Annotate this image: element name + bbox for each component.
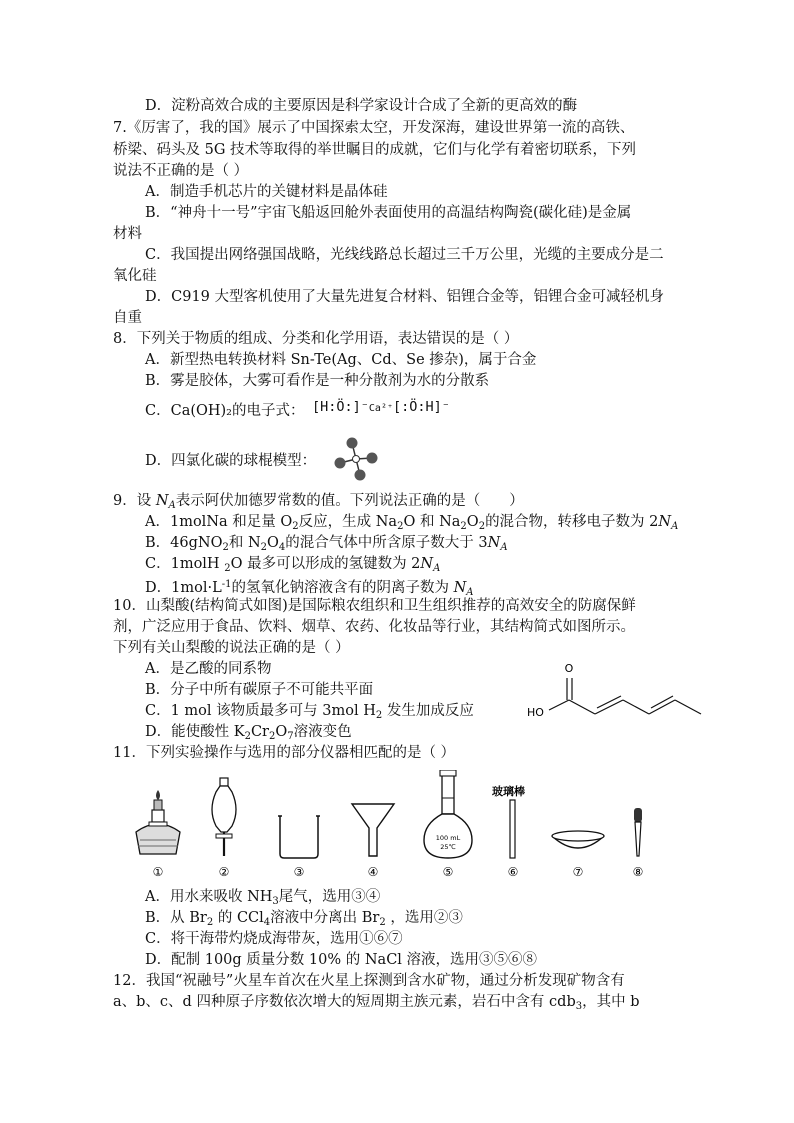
question-12-stem: 12．我国“祝融号”火星车首次在火星上探测到含水矿物，通过分析发现矿物含有 [113,973,625,989]
option-7c-cont: 氧化硅 [113,268,157,284]
electron-formula-left: [H:Ö:]⁻ [312,399,369,415]
volumetric-flask-icon [424,770,472,858]
apparatus-number-6: ⑥ [507,865,519,879]
option-11c: C．将干海带灼烧成海带灰，选用①⑥⑦ [145,931,403,947]
electron-formula-ion: Ca²⁺ [368,403,393,414]
option-11b: B．从 $Br_2$ 的 CCl$_4$溶液中分离出 $Br_2$ ，选用②③ [145,910,463,928]
option-9a: A．1molNa 和足量 $O_2$反应，生成 $Na_2O$ 和 $Na_2O_2$的混合物，转移电子数为 $2N_A$ [145,514,679,532]
hydroxyl-label: HO [527,706,544,719]
glass-rod-icon [492,784,525,858]
dropper-icon [634,808,642,856]
apparatus-number-7: ⑦ [572,865,584,879]
flask-volume-label: 100 mL [435,834,461,842]
apparatus-number-8: ⑧ [632,865,644,879]
option-10b: B．分子中所有碳原子不可能共平面 [145,682,374,698]
glass-rod-label: 玻璃棒 [492,785,525,798]
carbonyl-oxygen-label: O [564,662,574,675]
alcohol-lamp-icon [136,790,180,854]
option-6d: D．淀粉高效合成的主要原因是科学家设计合成了全新的更高效的酶 [145,98,578,114]
evaporating-dish-icon [552,831,604,848]
separatory-funnel-icon [212,778,236,856]
ccl4-ball-stick-model [330,436,382,482]
electron-formula-right: [:Ö:H]⁻ [393,399,450,415]
option-7b-cont: 材料 [113,226,142,242]
option-8b: B．雾是胶体，大雾可看作是一种分散剂为水的分散系 [145,373,490,389]
funnel-icon [352,804,394,856]
option-8a: A．新型热电转换材料 Sn-Te(Ag、Cd、Se 掺杂)，属于合金 [145,352,537,368]
electron-formula [312,399,462,423]
option-11a: A．用水来吸收 $NH_3$尾气，选用③④ [145,889,381,907]
question-12-stem-2: a、b、c、d 四种原子序数依次增大的短周期主族元素，岩石中含有 cdb$_3$，其中 b [113,994,640,1012]
option-9b: B．46gNO$_2$和 $N_2O_4$的混合气体中所含原子数大于 $3N_A$ [145,535,508,553]
question-9-stem: 9．设 $N_A$表示阿伏加德罗常数的值。下列说法正确的是（ ） [113,493,524,511]
option-9c: C．1molH $_2$O 最多可以形成的氢键数为 $2N_A$ [145,556,441,574]
question-10-stem-2: 剂，广泛应用于食品、饮料、烟草、农药、化妆品等行业，其结构简式如图所示。 [113,619,635,635]
option-11d: D．配制 100g 质量分数 10% 的 NaCl 溶液，选用③⑤⑥⑧ [145,952,538,968]
option-10d: D．能使酸性 $K_2Cr_2O_7$溶液变色 [145,724,352,742]
apparatus-number-3: ③ [293,865,305,879]
beaker-icon [278,816,320,858]
sorbic-acid-structure [525,656,705,726]
option-8d: D．四氯化碳的球棍模型： [145,453,317,469]
option-7a: A．制造手机芯片的关键材料是晶体硅 [145,184,388,200]
question-7-stem-2: 桥梁、码头及 5G 技术等取得的举世瞩目的成就，它们与化学有着密切联系，下列 [113,142,637,158]
question-8-stem: 8．下列关于物质的组成、分类和化学用语，表达错误的是（ ） [113,331,519,347]
question-11-stem: 11．下列实验操作与选用的部分仪器相匹配的是（ ） [113,745,456,761]
option-7b: B．“神舟十一号”宇宙飞船返回舱外表面使用的高温结构陶瓷(碳化硅)是金属 [145,205,632,221]
option-7d-cont: 自重 [113,310,142,326]
apparatus-number-4: ④ [367,865,379,879]
apparatus-figure [128,770,668,882]
option-7d: D．C919 大型客机使用了大量先进复合材料、铝锂合金等，铝锂合金可减轻机身 [145,289,665,305]
apparatus-number-2: ② [218,865,230,879]
apparatus-number-5: ⑤ [442,865,454,879]
apparatus-number-1: ① [152,865,164,879]
question-10-stem: 10．山梨酸(结构简式如图)是国际粮农组织和卫生组织推荐的高效安全的防腐保鲜 [113,598,636,614]
option-8c: C．Ca(OH)₂的电子式： [145,403,305,419]
option-10a: A．是乙酸的同系物 [145,661,272,677]
flask-temperature-label: 25℃ [440,843,456,851]
question-10-stem-3: 下列有关山梨酸的说法正确的是（ ） [113,640,350,656]
option-7c: C．我国提出网络强国战略，光线线路总长超过三千万公里，光缆的主要成分是二 [145,247,664,263]
option-9d: D．$1mol\cdot L^{-1}$的氢氧化钠溶液含有的阴离子数为 $N_A$ [145,579,474,598]
option-10c: C．1 mol 该物质最多可与 3mol $H_2$ 发生加成反应 [145,703,474,721]
question-7-stem-3: 说法不正确的是（ ） [113,163,249,179]
question-7-stem: 7.《厉害了，我的国》展示了中国探索太空，开发深海，建设世界第一流的高铁、 [113,120,635,136]
